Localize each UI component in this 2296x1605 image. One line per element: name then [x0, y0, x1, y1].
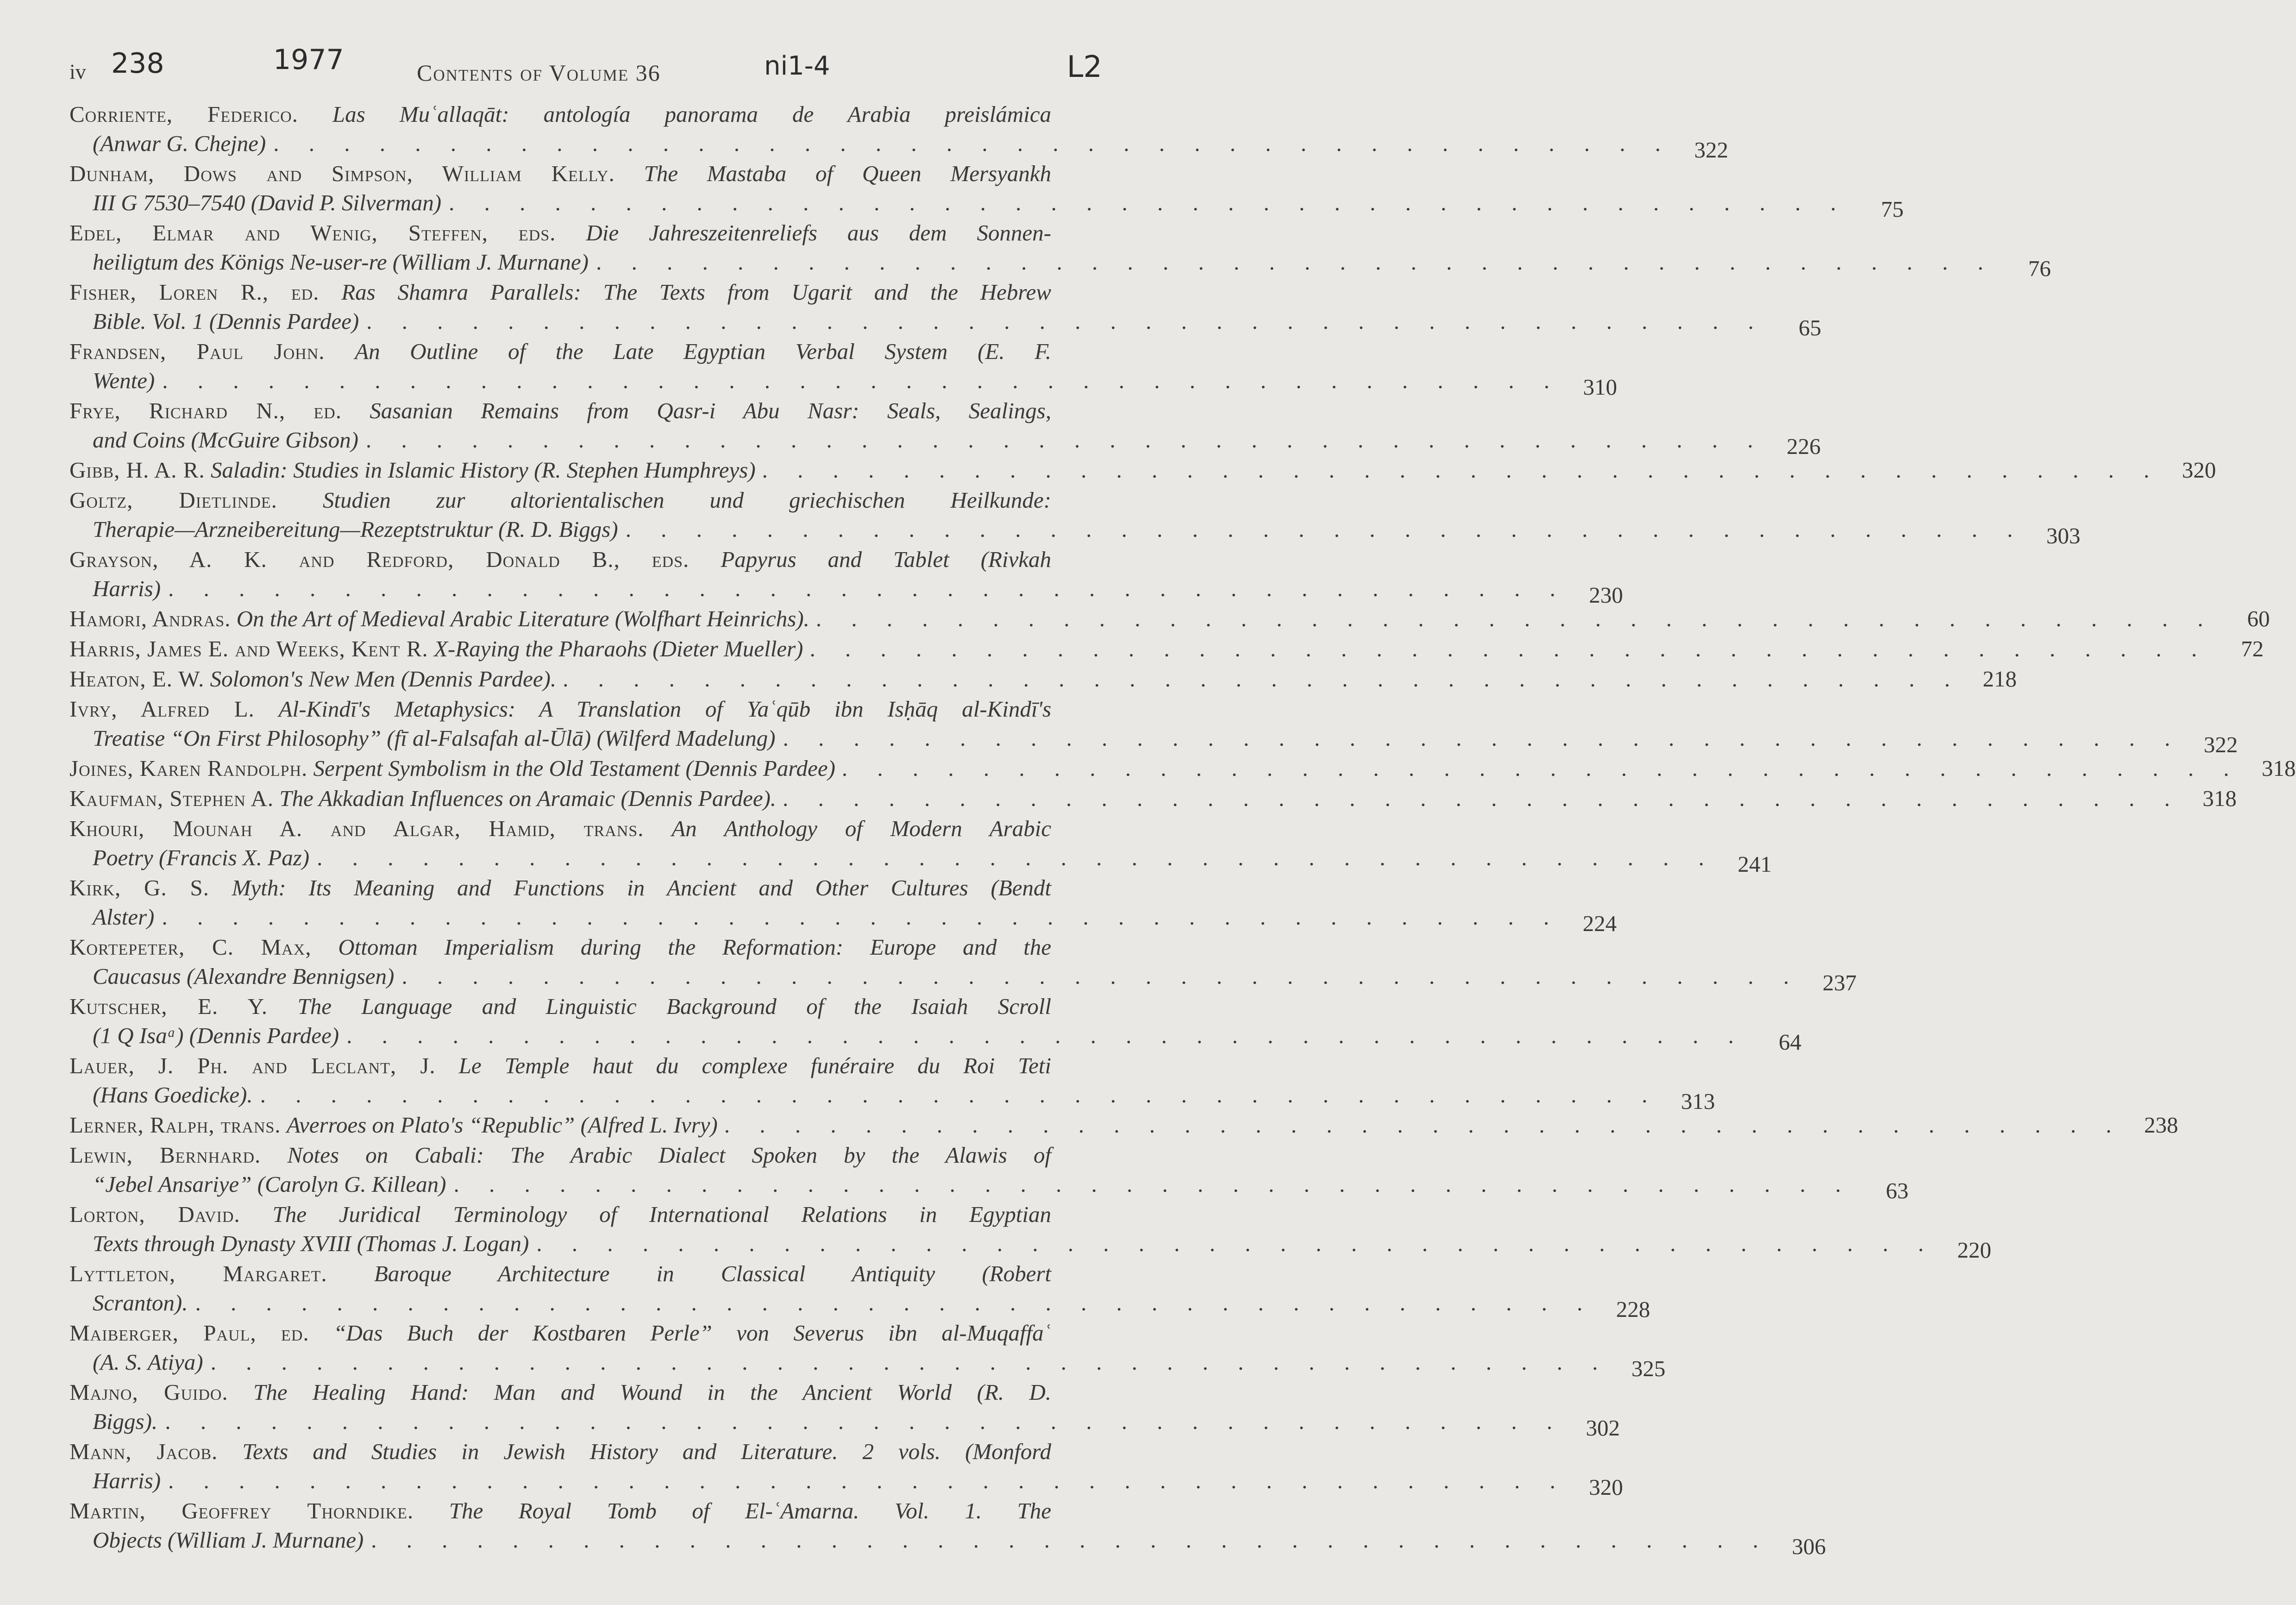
- dot-leader: . . . . . . . . . . . . . . . . . . . . . . . . . . . . . . . . . . . . . . . .: [365, 427, 1765, 453]
- entry-line: [69, 1318, 1051, 1347]
- contents-entry: [69, 1200, 1992, 1263]
- entry-line-continued: [69, 366, 1617, 400]
- entry-continuation: Treatise “On First Philosophy” (fī al-Falsafah al-Ūlā) (Wilferd Madelung): [93, 725, 776, 751]
- entry-line: [69, 814, 1051, 843]
- dot-leader: . . . . . . . . . . . . . . . . . . . . . . . . . . . . . . . . . . . . . . . .: [841, 755, 2241, 781]
- dot-leader: . . . . . . . . . . . . . . . . . . . . . . . . . . . . . . . . . . . . . . . .: [783, 725, 2183, 751]
- entry-title: The Healing Hand: Man and Wound in the Ancient World (R. D.: [253, 1379, 1051, 1405]
- entry-continuation: Caucasus (Alexandre Bennigsen): [93, 963, 395, 989]
- page-number: iv: [69, 60, 86, 83]
- contents-entry: [69, 485, 2081, 548]
- entry-line: [69, 159, 1051, 188]
- dot-leader: . . . . . . . . . . . . . . . . . . . . . . . . . . . . . . . . . . . . . . . .: [596, 249, 1995, 275]
- entry-line: [69, 1110, 2178, 1139]
- entry-author: Majno, Guido.: [69, 1379, 228, 1405]
- dot-leader: . . . . . . . . . . . . . . . . . . . . . . . . . . . . . . . . . . . . . . . .: [260, 1082, 1660, 1108]
- contents-entry: [69, 664, 2017, 693]
- entry-line: [69, 545, 1051, 574]
- entry-line: [69, 337, 1051, 366]
- dot-leader: . . . . . . . . . . . . . . . . . . . . . . . . . . . . . . . . . . . . . . . .: [317, 845, 1716, 870]
- contents-entry: [69, 604, 2270, 633]
- entry-continuation: Poetry (Francis X. Paz): [93, 845, 310, 870]
- entry-author: Hamori, Andras.: [69, 606, 231, 631]
- entry-line-continued: [69, 188, 1904, 222]
- contents-entry: [69, 814, 1772, 877]
- contents-entry: [69, 337, 1617, 400]
- entry-title-review: Solomon's New Men (Dennis Pardee).: [210, 666, 557, 692]
- entry-line: [69, 932, 1051, 962]
- entry-title: Ras Shamra Parallels: The Texts from Ugarit and the Hebrew: [341, 279, 1051, 305]
- entry-title-review: Serpent Symbolism in the Old Testament (Dennis Pardee): [313, 755, 835, 781]
- entry-author: Joines, Karen Randolph.: [69, 755, 308, 781]
- entry-line-continued: [69, 129, 1728, 163]
- entry-author: Harris, James E. and Weeks, Kent R.: [69, 636, 428, 661]
- page-ref: 320: [1589, 1474, 1623, 1500]
- entry-title-review: Averroes on Plato's “Republic” (Alfred L. Ivry): [286, 1112, 718, 1138]
- entry-line: [69, 485, 1051, 515]
- entry-author: Kortepeter, C. Max,: [69, 934, 312, 960]
- entry-line-continued: [69, 425, 1821, 459]
- page-ref: 241: [1738, 851, 1772, 877]
- entry-author: Fisher, Loren R., ed.: [69, 279, 320, 305]
- page-ref: 318: [2202, 786, 2237, 811]
- entry-title: The Language and Linguistic Background of the Isaiah Scroll: [297, 994, 1052, 1019]
- entry-line-continued: [69, 247, 2051, 281]
- entry-title-review: The Akkadian Influences on Aramaic (Dennis Pardee).: [279, 786, 777, 811]
- page-ref: 237: [1822, 970, 1857, 995]
- contents-entry: [69, 694, 2238, 757]
- entry-title-review: X-Raying the Pharaohs (Dieter Mueller): [433, 636, 803, 661]
- entry-text: [69, 455, 756, 485]
- entry-line: [69, 1437, 1051, 1466]
- entry-line-continued: [69, 1525, 1826, 1559]
- page-ref: 238: [2144, 1112, 2178, 1138]
- page-ref: 64: [1778, 1029, 1801, 1055]
- page-ref: 322: [2203, 732, 2238, 757]
- contents-entry: [69, 159, 1904, 222]
- dot-leader: . . . . . . . . . . . . . . . . . . . . . . . . . . . . . . . . . . . . . . . .: [273, 131, 1673, 156]
- dot-leader: . . . . . . . . . . . . . . . . . . . . . . . . . . . . . . . . . . . . . . . .: [168, 1468, 1568, 1493]
- entry-title: The Royal Tomb of El-ʿAmarna. Vol. 1. The: [449, 1498, 1052, 1523]
- page-ref: 302: [1586, 1415, 1620, 1441]
- entry-author: Lerner, Ralph, trans.: [69, 1112, 281, 1138]
- dot-leader: . . . . . . . . . . . . . . . . . . . . . . . . . . . . . . . . . . . . . . . .: [625, 516, 2025, 542]
- page-ref: 65: [1798, 315, 1821, 340]
- page-ref: 306: [1792, 1534, 1826, 1559]
- entry-continuation: Bible. Vol. 1 (Dennis Pardee): [93, 308, 359, 334]
- entry-continuation: “Jebel Ansariye” (Carolyn G. Killean): [93, 1171, 446, 1197]
- page-ref: 224: [1582, 911, 1617, 936]
- entry-author: Corriente, Federico.: [69, 101, 298, 127]
- entry-continuation: (Anwar G. Chejne): [93, 131, 266, 156]
- dot-leader: . . . . . . . . . . . . . . . . . . . . . . . . . . . . . . . . . . . . . . . .: [210, 1349, 1610, 1375]
- contents-list: [69, 100, 2296, 1559]
- handwritten-note: 238: [111, 47, 164, 80]
- entry-continuation: Texts through Dynasty XVIII (Thomas J. Logan): [93, 1231, 529, 1256]
- entry-continuation: Harris): [93, 1468, 161, 1493]
- entry-text: [69, 1110, 718, 1139]
- entry-text: [69, 754, 835, 783]
- page-ref: 322: [1694, 137, 1728, 163]
- entry-continuation: Wente): [93, 368, 155, 393]
- page-ref: 318: [2262, 755, 2296, 781]
- contents-entry: [69, 218, 2051, 281]
- entry-author: Frye, Richard N., ed.: [69, 398, 342, 423]
- entry-title: Ottoman Imperialism during the Reformation: Europe and the: [338, 934, 1051, 960]
- entry-author: Kirk, G. S.: [69, 875, 209, 900]
- entry-title: Baroque Architecture in Classical Antiquity (Robert: [374, 1261, 1052, 1286]
- entry-continuation: Harris): [93, 576, 161, 601]
- entry-continuation: (A. S. Atiya): [93, 1349, 203, 1375]
- entry-continuation: heiligtum des Königs Ne-user-re (William J. Murnane): [93, 249, 589, 275]
- dot-leader: . . . . . . . . . . . . . . . . . . . . . . . . . . . . . . . . . . . . . . . .: [401, 963, 1801, 989]
- dot-leader: . . . . . . . . . . . . . . . . . . . . . . . . . . . . . . . . . . . . . . . .: [762, 457, 2162, 483]
- dot-leader: . . . . . . . . . . . . . . . . . . . . . . . . . . . . . . . . . . . . . . . .: [168, 576, 1568, 601]
- entry-author: Kutscher, E. Y.: [69, 994, 268, 1019]
- entry-title: The Juridical Terminology of International Relations in Egyptian: [272, 1202, 1052, 1227]
- entry-continuation: (1 Q Isaᵃ) (Dennis Pardee): [93, 1023, 339, 1048]
- page-ref: 310: [1583, 374, 1617, 400]
- contents-entry: [69, 932, 1857, 995]
- contents-entry: [69, 1496, 1826, 1559]
- entry-line-continued: [69, 1288, 1650, 1322]
- entry-title: Die Jahreszeitenreliefs aus dem Sonnen-: [586, 220, 1051, 245]
- entry-line: [69, 784, 2237, 813]
- contents-entry: [69, 634, 2264, 663]
- contents-entry: [69, 455, 2216, 485]
- page-ref: 303: [2046, 523, 2081, 548]
- entry-title-review: On the Art of Medieval Arabic Literature (Wolfhart Heinrichs).: [236, 606, 809, 631]
- entry-line: [69, 455, 2216, 485]
- entry-title: The Mastaba of Queen Mersyankh: [644, 161, 1052, 186]
- dot-leader: . . . . . . . . . . . . . . . . . . . . . . . . . . . . . . . . . . . . . . . .: [453, 1171, 1853, 1197]
- page-ref: 72: [2241, 636, 2264, 661]
- entry-line: [69, 218, 1051, 247]
- contents-entry: [69, 784, 2237, 813]
- entry-line: [69, 396, 1051, 425]
- dot-leader: . . . . . . . . . . . . . . . . . . . . . . . . . . . . . . . . . . . . . . . .: [346, 1023, 1746, 1048]
- entry-line-continued: [69, 1080, 1715, 1114]
- entry-line-continued: [69, 1347, 1666, 1381]
- page-header: [69, 46, 1102, 93]
- entry-title: Studien zur altorientalischen und griechischen Heilkunde:: [322, 487, 1051, 513]
- contents-entry: [69, 992, 1801, 1055]
- contents-entry: [69, 1051, 1715, 1114]
- entry-line-continued: [69, 843, 1772, 877]
- contents-entry: [69, 1110, 2178, 1139]
- entry-title: Notes on Cabali: The Arabic Dialect Spoken by the Alawis of: [287, 1142, 1051, 1168]
- dot-leader: . . . . . . . . . . . . . . . . . . . . . . . . . . . . . . . . . . . . . . . .: [195, 1290, 1595, 1315]
- entry-continuation: Biggs).: [93, 1409, 158, 1434]
- handwritten-note: ni1-4: [764, 51, 830, 81]
- entry-author: Kaufman, Stephen A.: [69, 786, 274, 811]
- page-ref: 218: [1982, 666, 2017, 692]
- entry-title-review: Saladin: Studies in Islamic History (R. Stephen Humphreys): [210, 457, 756, 483]
- page-ref: 63: [1886, 1178, 1909, 1203]
- page-ref: 230: [1589, 582, 1623, 608]
- entry-continuation: (Hans Goedicke).: [93, 1082, 253, 1108]
- dot-leader: . . . . . . . . . . . . . . . . . . . . . . . . . . . . . . . . . . . . . . . .: [162, 904, 1562, 930]
- entry-author: Maiberger, Paul, ed.: [69, 1320, 309, 1346]
- entry-line: [69, 1378, 1051, 1407]
- entry-line: [69, 664, 2017, 693]
- entry-continuation: Therapie—Arzneibereitung—Rezeptstruktur (R. D. Biggs): [93, 516, 618, 542]
- entry-line: [69, 100, 1051, 129]
- entry-line-continued: [69, 574, 1623, 608]
- contents-entry: [69, 100, 1728, 163]
- entry-author: Frandsen, Paul John.: [69, 339, 325, 364]
- entry-line-continued: [69, 962, 1857, 995]
- dot-leader: . . . . . . . . . . . . . . . . . . . . . . . . . . . . . . . . . . . . . . . .: [366, 308, 1766, 334]
- entry-author: Khouri, Mounah A. and Algar, Hamid, trans.: [69, 816, 644, 841]
- entry-author: Martin, Geoffrey Thorndike.: [69, 1498, 414, 1523]
- entry-continuation: Objects (William J. Murnane): [93, 1527, 364, 1553]
- entry-text: [69, 604, 809, 633]
- entry-continuation: Scranton).: [93, 1290, 188, 1315]
- entry-text: [69, 784, 776, 813]
- contents-entry: [69, 277, 1821, 340]
- dot-leader: . . . . . . . . . . . . . . . . . . . . . . . . . . . . . . . . . . . . . . . .: [371, 1527, 1770, 1553]
- entry-line: [69, 873, 1051, 902]
- dot-leader: . . . . . . . . . . . . . . . . . . . . . . . . . . . . . . . . . . . . . . . .: [563, 666, 1962, 692]
- entry-line-continued: [69, 1229, 1992, 1263]
- page-ref: 325: [1631, 1356, 1666, 1381]
- entry-author: Lyttleton, Margaret.: [69, 1261, 327, 1286]
- entry-text: [69, 664, 556, 693]
- page-ref: 220: [1957, 1237, 1992, 1263]
- contents-entry: [69, 1378, 1620, 1441]
- entry-line-continued: [69, 1466, 1623, 1500]
- contents-entry: [69, 1140, 1909, 1203]
- entry-author: Heaton, E. W.: [69, 666, 205, 692]
- entry-line-continued: [69, 1021, 1801, 1055]
- entry-continuation: III G 7530–7540 (David P. Silverman): [93, 190, 442, 215]
- entry-line: [69, 1051, 1051, 1080]
- entry-author: Lauer, J. Ph. and Leclant, J.: [69, 1053, 436, 1078]
- entry-line: [69, 694, 1051, 724]
- contents-entry: [69, 873, 1617, 936]
- page-ref: 60: [2247, 606, 2270, 631]
- entry-title: “Das Buch der Kostbaren Perle” von Severus ibn al-Muqaffaʿ: [333, 1320, 1051, 1346]
- entry-title: Texts and Studies in Jewish History and Literature. 2 vols. (Monford: [242, 1439, 1052, 1464]
- page-ref: 320: [2182, 457, 2216, 483]
- entry-author: Goltz, Dietlinde.: [69, 487, 277, 513]
- page-ref: 313: [1681, 1089, 1715, 1114]
- entry-title: An Anthology of Modern Arabic: [671, 816, 1051, 841]
- dot-leader: . . . . . . . . . . . . . . . . . . . . . . . . . . . . . . . . . . . . . . . .: [162, 368, 1562, 393]
- entry-author: Dunham, Dows and Simpson, William Kelly.: [69, 161, 615, 186]
- entry-line: [69, 1259, 1051, 1288]
- entry-line-continued: [69, 724, 2238, 757]
- entry-line: [69, 1140, 1051, 1170]
- entry-line: [69, 1496, 1051, 1525]
- handwritten-note: L2: [1066, 50, 1102, 84]
- contents-entry: [69, 1318, 1666, 1381]
- entry-line-continued: [69, 307, 1821, 340]
- entry-author: Gibb, H. A. R.: [69, 457, 205, 483]
- entry-line: [69, 604, 2270, 633]
- entry-title: Papyrus and Tablet (Rivkah: [721, 547, 1052, 572]
- dot-leader: . . . . . . . . . . . . . . . . . . . . . . . . . . . . . . . . . . . . . . . .: [449, 190, 1848, 215]
- page-ref: 76: [2028, 256, 2051, 281]
- dot-leader: . . . . . . . . . . . . . . . . . . . . . . . . . . . . . . . . . . . . . . . .: [783, 786, 2182, 811]
- dot-leader: . . . . . . . . . . . . . . . . . . . . . . . . . . . . . . . . . . . . . . . .: [809, 636, 2209, 661]
- entry-line-continued: [69, 1407, 1620, 1441]
- entry-text: [69, 634, 803, 663]
- page-ref: 75: [1881, 196, 1904, 222]
- dot-leader: . . . . . . . . . . . . . . . . . . . . . . . . . . . . . . . . . . . . . . . .: [724, 1112, 2124, 1138]
- entry-line: [69, 634, 2264, 663]
- contents-entry: [69, 754, 2296, 783]
- entry-line-continued: [69, 515, 2081, 548]
- entry-title: Myth: Its Meaning and Functions in Ancient and Other Cultures (Bendt: [232, 875, 1051, 900]
- entry-title: Le Temple haut du complexe funéraire du Roi Teti: [458, 1053, 1051, 1078]
- entry-continuation: and Coins (McGuire Gibson): [93, 427, 358, 453]
- entry-line-continued: [69, 902, 1617, 936]
- entry-line: [69, 277, 1051, 307]
- dot-leader: . . . . . . . . . . . . . . . . . . . . . . . . . . . . . . . . . . . . . . . .: [536, 1231, 1936, 1256]
- entry-line: [69, 1200, 1051, 1229]
- entry-author: Edel, Elmar and Wenig, Steffen, eds.: [69, 220, 556, 245]
- entry-title: Las Muʿallaqāt: antología panorama de Arabia preislámica: [332, 101, 1051, 127]
- page-ref: 228: [1616, 1297, 1650, 1322]
- entry-line: [69, 754, 2296, 783]
- handwritten-note: 1977: [273, 44, 344, 76]
- entry-author: Mann, Jacob.: [69, 1439, 218, 1464]
- contents-entry: [69, 1259, 1650, 1322]
- dot-leader: . . . . . . . . . . . . . . . . . . . . . . . . . . . . . . . . . . . . . . . .: [816, 606, 2215, 631]
- entry-title: Sasanian Remains from Qasr-i Abu Nasr: Seals, Sealings,: [370, 398, 1051, 423]
- contents-entry: [69, 1437, 1623, 1500]
- entry-author: Lewin, Bernhard.: [69, 1142, 261, 1168]
- contents-entry: [69, 396, 1821, 459]
- entry-author: Ivry, Alfred L.: [69, 696, 255, 722]
- entry-title: An Outline of the Late Egyptian Verbal System (E. F.: [355, 339, 1052, 364]
- entry-title: Al-Kindī's Metaphysics: A Translation of Yaʿqūb ibn Isḥāq al-Kindī's: [278, 696, 1052, 722]
- entry-line: [69, 992, 1051, 1021]
- entry-continuation: Alster): [93, 904, 155, 930]
- contents-entry: [69, 545, 1623, 608]
- page-ref: 226: [1787, 434, 1821, 459]
- dot-leader: . . . . . . . . . . . . . . . . . . . . . . . . . . . . . . . . . . . . . . . .: [165, 1409, 1564, 1434]
- entry-author: Grayson, A. K. and Redford, Donald B., eds.: [69, 547, 690, 572]
- running-title: Contents of Volume 36: [417, 60, 661, 86]
- entry-line-continued: [69, 1170, 1909, 1203]
- entry-author: Lorton, David.: [69, 1202, 240, 1227]
